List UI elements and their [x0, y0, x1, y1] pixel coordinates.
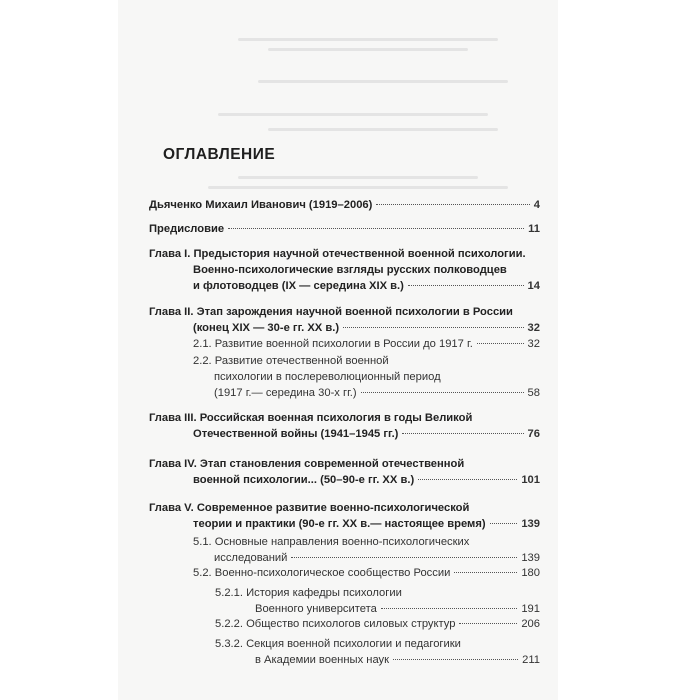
page-number: 11 [528, 223, 540, 235]
leader-dots [477, 342, 524, 344]
leader-dots [454, 571, 517, 573]
entry-title-line: и флотоводцев (IX — середина XIX в.) [193, 280, 404, 292]
leader-dots [402, 432, 523, 434]
entry-title-line: Военного университета [255, 603, 377, 615]
leader-dots [393, 658, 518, 660]
leader-dots [490, 522, 518, 524]
entry-title: 2.1. Развитие военной психологии в России до 1917 г. [193, 338, 473, 350]
page-number: 206 [521, 618, 540, 630]
leader-dots [228, 227, 524, 229]
entry-title-line: в Академии военных наук [255, 654, 390, 666]
entry-title-line: 5.2.1. История кафедры психологии [215, 587, 402, 599]
entry-title-line: теории и практики (90-е гг. XX в.— настоящее время) [193, 518, 486, 530]
leader-dots [418, 478, 517, 480]
entry-title-line: психологии в послереволюционный период [214, 371, 441, 383]
leader-dots [376, 203, 529, 205]
page-number: 101 [521, 474, 540, 486]
entry-title: 5.2.2. Общество психологов силовых структур [215, 618, 456, 630]
entry-title-line: Глава III. Российская военная психология в годы Великой [149, 412, 473, 424]
entry-title-line: Глава II. Этап зарождения научной военной психологии в России [149, 306, 513, 318]
entry-title-line: Военно-психологические взгляды русских полководцев [193, 264, 507, 276]
page-number: 139 [521, 518, 540, 530]
entry-title: Дьяченко Михаил Иванович (1919–2006) [149, 199, 373, 211]
page-number: 191 [521, 603, 540, 615]
leader-dots [361, 391, 524, 393]
leader-dots [408, 284, 524, 286]
page-number: 139 [521, 552, 540, 564]
toc-heading: ОГЛАВЛЕНИЕ [163, 146, 276, 163]
page-number: 76 [527, 428, 540, 440]
page-number: 32 [527, 338, 540, 350]
entry-title: Предисловие [149, 223, 225, 235]
page-number: 14 [527, 280, 540, 292]
entry-title-line: 5.1. Основные направления военно-психологических [193, 536, 470, 548]
leader-dots [343, 326, 523, 328]
entry-title-line: Отечественной войны (1941–1945 гг.) [193, 428, 399, 440]
page-number: 180 [521, 567, 540, 579]
entry-title-line: Глава V. Современное развитие военно-психологической [149, 502, 470, 514]
entry-title: 5.2. Военно-психологическое сообщество России [193, 567, 451, 579]
entry-title-line: (конец XIX — 30-е гг. XX в.) [193, 322, 340, 334]
entry-title-line: (1917 г.— середина 30-х гг.) [214, 387, 357, 399]
page-number: 32 [527, 322, 540, 334]
entry-title-line: 5.3.2. Секция военной психологии и педагогики [215, 638, 461, 650]
page-number: 58 [527, 387, 540, 399]
leader-dots [459, 622, 517, 624]
entry-title-line: Глава IV. Этап становления современной отечественной [149, 458, 465, 470]
entry-title-line: Глава I. Предыстория научной отечественной военной психологии. [149, 248, 526, 260]
leader-dots [381, 607, 517, 609]
entry-title-line: 2.2. Развитие отечественной военной [193, 355, 389, 367]
leader-dots [291, 556, 517, 558]
entry-title-line: военной психологии... (50–90-е гг. XX в.) [193, 474, 415, 486]
page-number: 4 [533, 199, 540, 211]
entry-title-line: исследований [214, 552, 288, 564]
page-number: 211 [522, 654, 540, 666]
